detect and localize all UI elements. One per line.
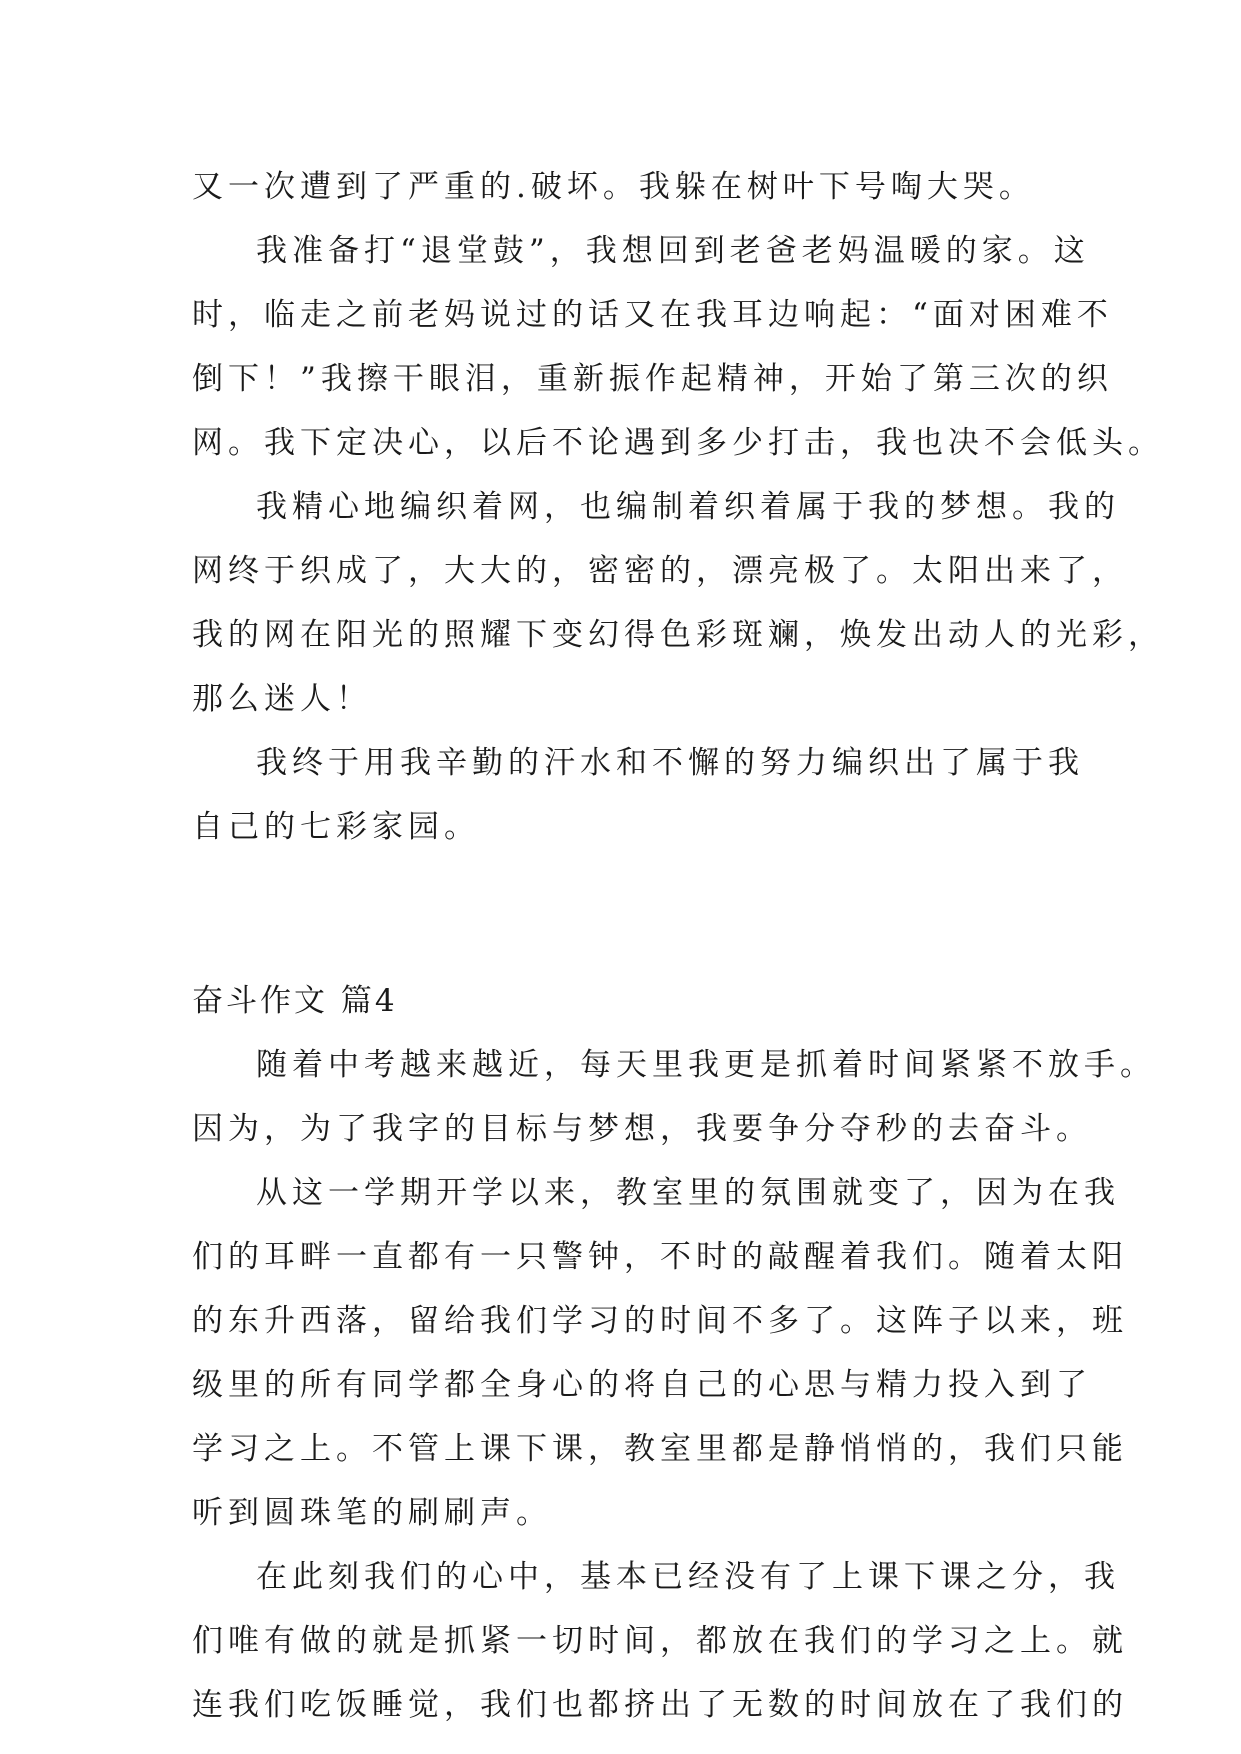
paragraph-start-line: 从这一学期开学以来，教室里的氛围就变了，因为在我 bbox=[256, 1175, 1120, 1211]
text-line: 网。我下定决心，以后不论遇到多少打击，我也决不会低头。 bbox=[192, 425, 1164, 461]
text-line: 我的网在阳光的照耀下变幻得色彩斑斓，焕发出动人的光彩， bbox=[192, 617, 1164, 653]
text-line: 因为，为了我字的目标与梦想，我要争分夺秒的去奋斗。 bbox=[192, 1111, 1092, 1147]
text-line: 网终于织成了，大大的，密密的，漂亮极了。太阳出来了， bbox=[192, 553, 1128, 589]
text-line: 的东升西落，留给我们学习的时间不多了。这阵子以来，班 bbox=[192, 1303, 1128, 1339]
text-line: 们的耳畔一直都有一只警钟，不时的敲醒着我们。随着太阳 bbox=[192, 1239, 1128, 1275]
text-line: 们唯有做的就是抓紧一切时间，都放在我们的学习之上。就 bbox=[192, 1623, 1128, 1659]
document-body bbox=[192, 155, 1164, 1737]
text-line: 学习之上。不管上课下课，教室里都是静悄悄的，我们只能 bbox=[192, 1431, 1128, 1467]
text-line: 自己的七彩家园。 bbox=[192, 809, 480, 845]
text-line: 倒下！”我擦干眼泪，重新振作起精神，开始了第三次的织 bbox=[192, 361, 1113, 397]
paragraph-start-line: 我终于用我辛勤的汗水和不懈的努力编织出了属于我 bbox=[256, 745, 1084, 781]
text-line: 又一次遭到了严重的.破坏。我躲在树叶下号啕大哭。 bbox=[192, 169, 1035, 205]
text-line: 听到圆珠笔的刷刷声。 bbox=[192, 1495, 552, 1531]
paragraph-start-line: 我准备打“退堂鼓”，我想回到老爸老妈温暖的家。这 bbox=[256, 233, 1090, 269]
text-line: 级里的所有同学都全身心的将自己的心思与精力投入到了 bbox=[192, 1367, 1092, 1403]
text-line: 时，临走之前老妈说过的话又在我耳边响起：“面对困难不 bbox=[192, 297, 1113, 333]
section-heading: 奋斗作文 篇4 bbox=[192, 983, 398, 1019]
section-gap bbox=[192, 859, 1052, 969]
text-line: 那么迷人！ bbox=[192, 681, 372, 717]
paragraph-start-line: 在此刻我们的心中，基本已经没有了上课下课之分，我 bbox=[256, 1559, 1120, 1595]
paragraph-start-line: 随着中考越来越近，每天里我更是抓着时间紧紧不放手。 bbox=[256, 1047, 1156, 1083]
text-line: 连我们吃饭睡觉，我们也都挤出了无数的时间放在了我们的 bbox=[192, 1687, 1128, 1723]
paragraph-start-line: 我精心地编织着网，也编制着织着属于我的梦想。我的 bbox=[256, 489, 1120, 525]
